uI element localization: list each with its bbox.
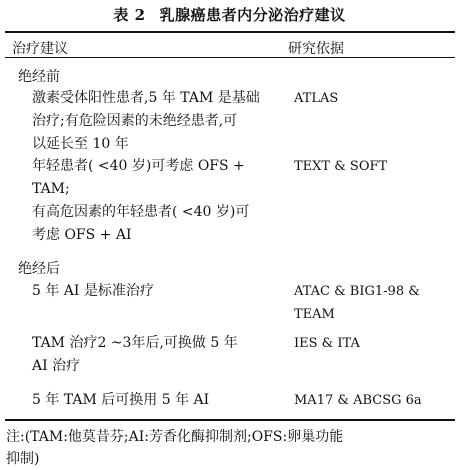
table-cell-evidence — [294, 280, 454, 326]
table-bottom-rule — [5, 419, 455, 421]
table-cell-evidence — [294, 87, 454, 110]
table-cell-recommendation — [32, 389, 278, 412]
table-cell-evidence — [294, 332, 454, 355]
table-cell-evidence — [294, 155, 454, 178]
text-line: ATLAS — [294, 91, 339, 106]
table-title-text: 乳腺癌患者内分泌治疗建议 — [159, 6, 346, 24]
text-line: 有高危因素的年轻患者( <40 岁)可 — [32, 204, 250, 220]
text-line: TEAM — [294, 307, 335, 322]
text-line: TAM 治疗2 ~3年后,可换做 5 年 — [32, 335, 238, 351]
table-cell-recommendation — [32, 87, 278, 156]
table-footnote — [6, 426, 456, 470]
column-header-evidence: 研究依据 — [288, 41, 344, 57]
table-header-rule — [5, 57, 455, 58]
text-line: ATAC & BIG1-98 & — [294, 284, 420, 299]
column-header-recommendation: 治疗建议 — [12, 41, 68, 57]
text-line: AI 治疗 — [32, 358, 81, 374]
text-line: 5 年 TAM 后可换用 5 年 AI — [32, 392, 210, 408]
table-top-rule — [5, 31, 455, 33]
text-line: 以延长至 10 年 — [32, 136, 129, 152]
table-cell-recommendation — [32, 332, 278, 378]
table-number: 表 2 — [113, 6, 146, 24]
section-title-premenopausal: 绝经前 — [18, 69, 60, 85]
text-line: 年轻患者( <40 岁)可考虑 OFS + — [32, 158, 245, 174]
text-line: TAM; — [32, 181, 70, 197]
text-line: 考虑 OFS + AI — [32, 227, 132, 243]
text-line: 5 年 AI 是标准治疗 — [32, 283, 154, 299]
text-line: 治疗;有危险因素的未绝经患者,可 — [32, 113, 238, 129]
text-line: MA17 & ABCSG 6a — [294, 393, 422, 408]
table-cell-evidence — [294, 389, 454, 412]
text-line: IES & ITA — [294, 336, 360, 351]
table-cell-recommendation — [32, 280, 278, 303]
footnote-line: 抑制) — [6, 451, 40, 467]
section-title-postmenopausal: 绝经后 — [18, 261, 60, 277]
table-cell-recommendation — [32, 155, 278, 247]
table-title — [0, 4, 459, 25]
text-line: TEXT & SOFT — [294, 159, 388, 174]
text-line: 激素受体阳性患者,5 年 TAM 是基础 — [32, 90, 260, 106]
footnote-line: 注:(TAM:他莫昔芬;AI:芳香化酶抑制剂;OFS:卵巢功能 — [6, 429, 344, 445]
